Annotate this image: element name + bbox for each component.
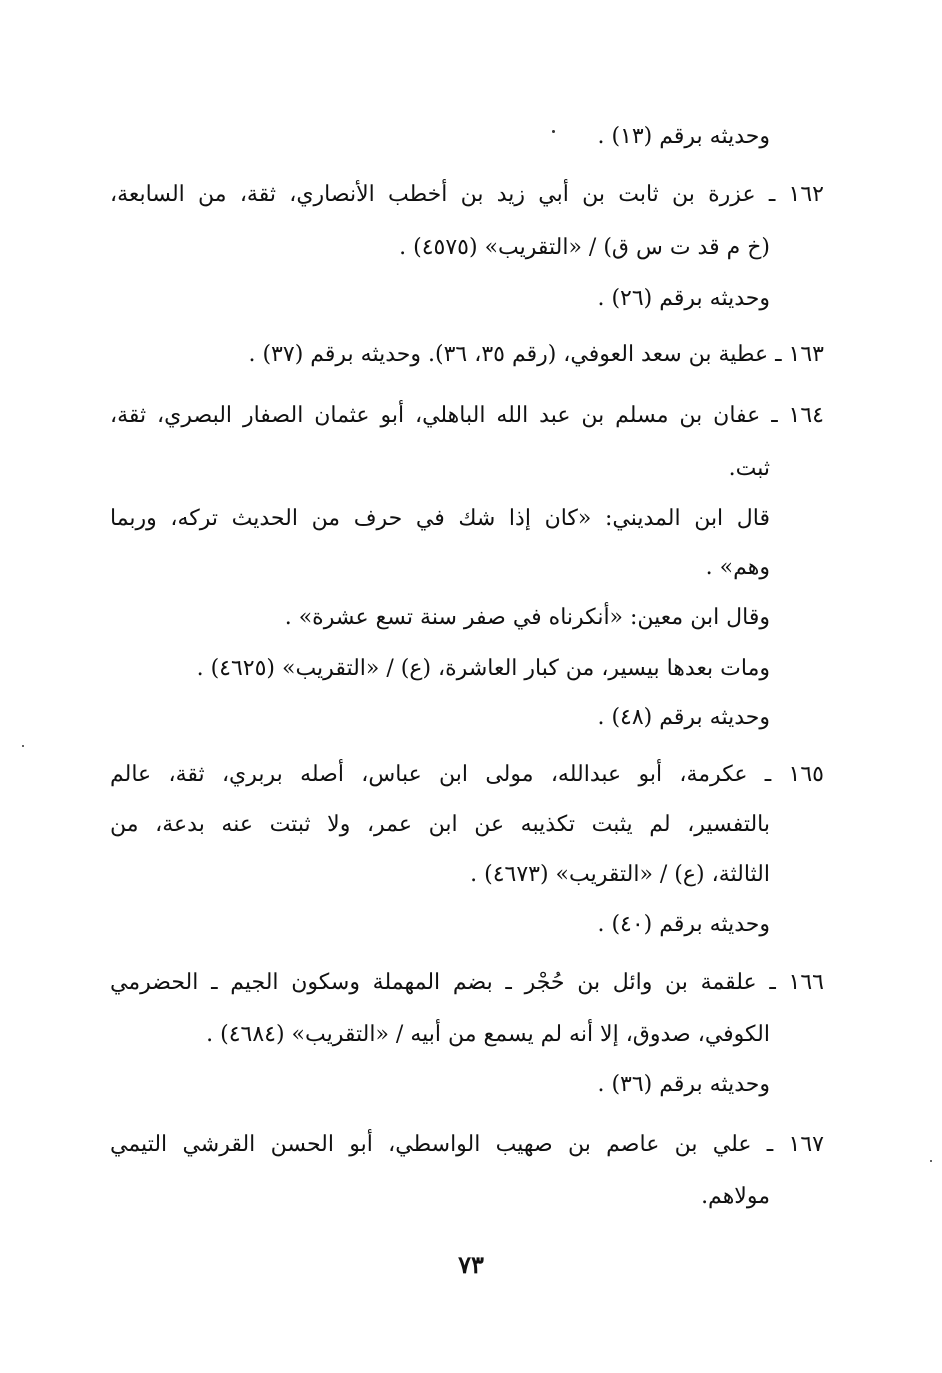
text-line: وهم» .: [705, 555, 770, 580]
text-line: وحديثه برقم (٣٦) .: [597, 1072, 770, 1097]
scan-speck: [22, 745, 24, 747]
text-line: الثالثة، (ع) / «التقريب» (٤٦٧٣) .: [470, 862, 770, 887]
entry-163-line-1: ١٦٣ ـ عطية بن سعد العوفي، (رقم ٣٥، ٣٦). وحديثه برقم (٣٧) .: [248, 342, 824, 367]
text-line: الكوفي، صدوق، إلا أنه لم يسمع من أبيه / «التقريب» (٤٦٨٤) .: [206, 1022, 770, 1047]
text-line: قال ابن المديني: «كان إذا شك في حرف من الحديث تركه، وربما: [110, 506, 770, 531]
text-line: بالتفسير، لم يثبت تكذيبه عن ابن عمر، ولا ثبتت عنه بدعة، من: [110, 812, 770, 837]
text-line: (خ م قد ت س ق) / «التقريب» (٤٥٧٥) .: [399, 235, 770, 260]
text-line: ثبت.: [728, 456, 770, 481]
entry-165-line-1: ١٦٥ ـ عكرمة، أبو عبدالله، مولى ابن عباس، أصله بربري، ثقة، عالم: [110, 762, 824, 787]
text-line: مولاهم.: [701, 1184, 770, 1209]
entry-167-line-1: ١٦٧ ـ علي بن عاصم بن صهيب الواسطي، أبو الحسن القرشي التيمي: [110, 1132, 824, 1157]
text-line: وحديثه برقم (١٣) .: [597, 124, 770, 149]
scan-speck: [552, 130, 555, 133]
text-line: ومات بعدها بيسير، من كبار العاشرة، (ع) / «التقريب» (٤٦٢٥) .: [196, 656, 770, 681]
page-number: ٧٣: [458, 1250, 484, 1279]
scan-speck: [930, 1160, 932, 1162]
entry-162-line-1: ١٦٢ ـ عزرة بن ثابت بن أبي زيد بن أخطب الأنصاري، ثقة، من السابعة،: [110, 182, 824, 207]
text-line: وحديثه برقم (٤٠) .: [597, 912, 770, 937]
entry-166-line-1: ١٦٦ ـ علقمة بن وائل بن حُجْر ـ بضم المهملة وسكون الجيم ـ الحضرمي: [110, 970, 824, 995]
entry-164-line-1: ١٦٤ ـ عفان بن مسلم بن عبد الله الباهلي، أبو عثمان الصفار البصري، ثقة،: [110, 403, 824, 428]
text-line: وحديثه برقم (٢٦) .: [597, 286, 770, 311]
text-line: وحديثه برقم (٤٨) .: [597, 705, 770, 730]
text-line: وقال ابن معين: «أنكرناه في صفر سنة تسع عشرة» .: [284, 605, 770, 630]
